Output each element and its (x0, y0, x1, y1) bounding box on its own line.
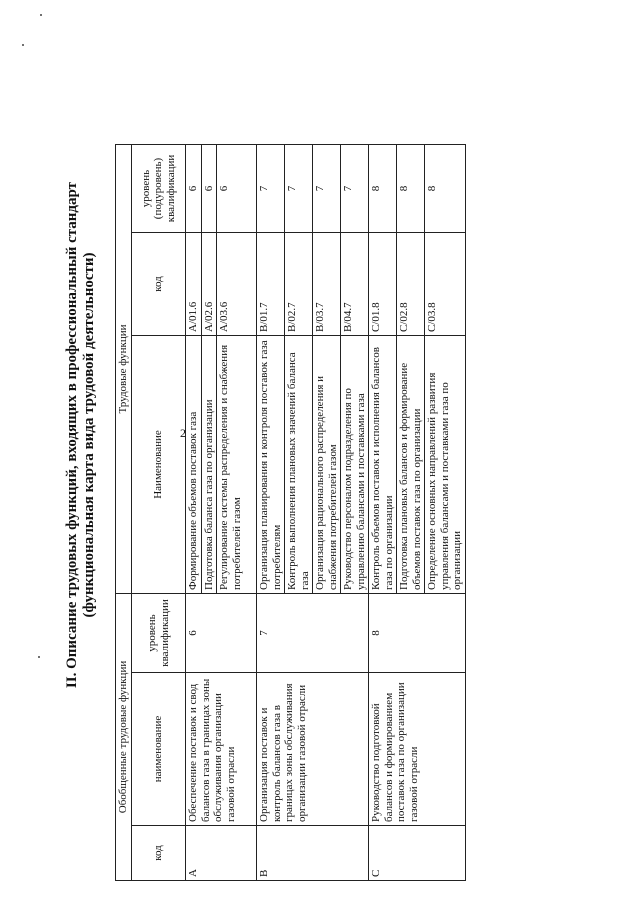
header-name: наименование (132, 673, 186, 826)
function-name: Формирование объемов поставок газа (186, 336, 202, 594)
function-level: 7 (313, 145, 341, 233)
group-code: А (186, 826, 257, 881)
function-level: 8 (369, 145, 397, 233)
function-code: С/03.8 (425, 233, 466, 336)
function-code: В/04.7 (341, 233, 369, 336)
function-code: С/01.8 (369, 233, 397, 336)
header-code: код (132, 826, 186, 881)
function-code: В/02.7 (285, 233, 313, 336)
function-code: В/03.7 (313, 233, 341, 336)
group-name: Руководство подготовкой балансов и формированием поставок газа по организации газовой отрасли (369, 673, 466, 826)
page-number: 2 (180, 426, 186, 440)
section-subtitle: (функциональная карта вида трудовой деятельности) (81, 252, 97, 618)
function-level: 6 (186, 145, 202, 233)
function-name: Организация рационального распределения и снабжения потребителей газом (313, 336, 341, 594)
group-code: С (369, 826, 466, 881)
function-name: Организация планирования и контроля поставок газа потребителям (257, 336, 285, 594)
function-level: 8 (397, 145, 425, 233)
group-name: Обеспечение поставок и свод балансов газа в границах зоны обслуживания организации газовой отрасли (186, 673, 257, 826)
header-sublevel: уровень (подуровень) квалификации (132, 145, 186, 233)
group-level: 6 (186, 594, 257, 673)
header-labor-functions: Трудовые функции (116, 145, 132, 594)
function-level: 6 (217, 145, 257, 233)
function-level: 7 (341, 145, 369, 233)
function-name: Подготовка плановых балансов и формирование объемов поставок газа по организации (397, 336, 425, 594)
function-level: 8 (425, 145, 466, 233)
header-function-name: Наименование (132, 336, 186, 594)
function-level: 7 (285, 145, 313, 233)
table-row (369, 145, 397, 881)
table-row (257, 145, 285, 881)
function-name: Контроль выполнения плановых значений баланса газа (285, 336, 313, 594)
function-name: Контроль объемов поставок и исполнения балансов газа по организации (369, 336, 397, 594)
subheader-row (132, 145, 186, 881)
header-row (116, 145, 132, 881)
group-code: В (257, 826, 369, 881)
header-generalized: Обобщенные трудовые функции (116, 594, 132, 881)
function-name: Регулирование системы распределения и снабжения потребителей газом (217, 336, 257, 594)
group-level: 7 (257, 594, 369, 673)
function-code: А/02.6 (201, 233, 217, 336)
header-function-code: код (132, 233, 186, 336)
function-level: 6 (201, 145, 217, 233)
table-row (186, 145, 202, 881)
functional-map-table (115, 144, 466, 881)
function-name: Подготовка баланса газа по организации (201, 336, 217, 594)
function-name: Определение основных направлений развития управления балансами и поставками газа по организации (425, 336, 466, 594)
function-level: 7 (257, 145, 285, 233)
section-title: II. Описание трудовых функций, входящих в профессиональный стандарт (64, 181, 80, 689)
group-level: 8 (369, 594, 466, 673)
header-level: уровень квалификации (132, 594, 186, 673)
function-code: А/01.6 (186, 233, 202, 336)
function-code: В/01.7 (257, 233, 285, 336)
function-code: С/02.8 (397, 233, 425, 336)
function-name: Руководство персоналом подразделения по управлению балансами и поставками газа (341, 336, 369, 594)
group-name: Организация поставок и контроль балансов газа в границах зоны обслуживания организации газовой отрасли (257, 673, 369, 826)
function-code: А/03.6 (217, 233, 257, 336)
